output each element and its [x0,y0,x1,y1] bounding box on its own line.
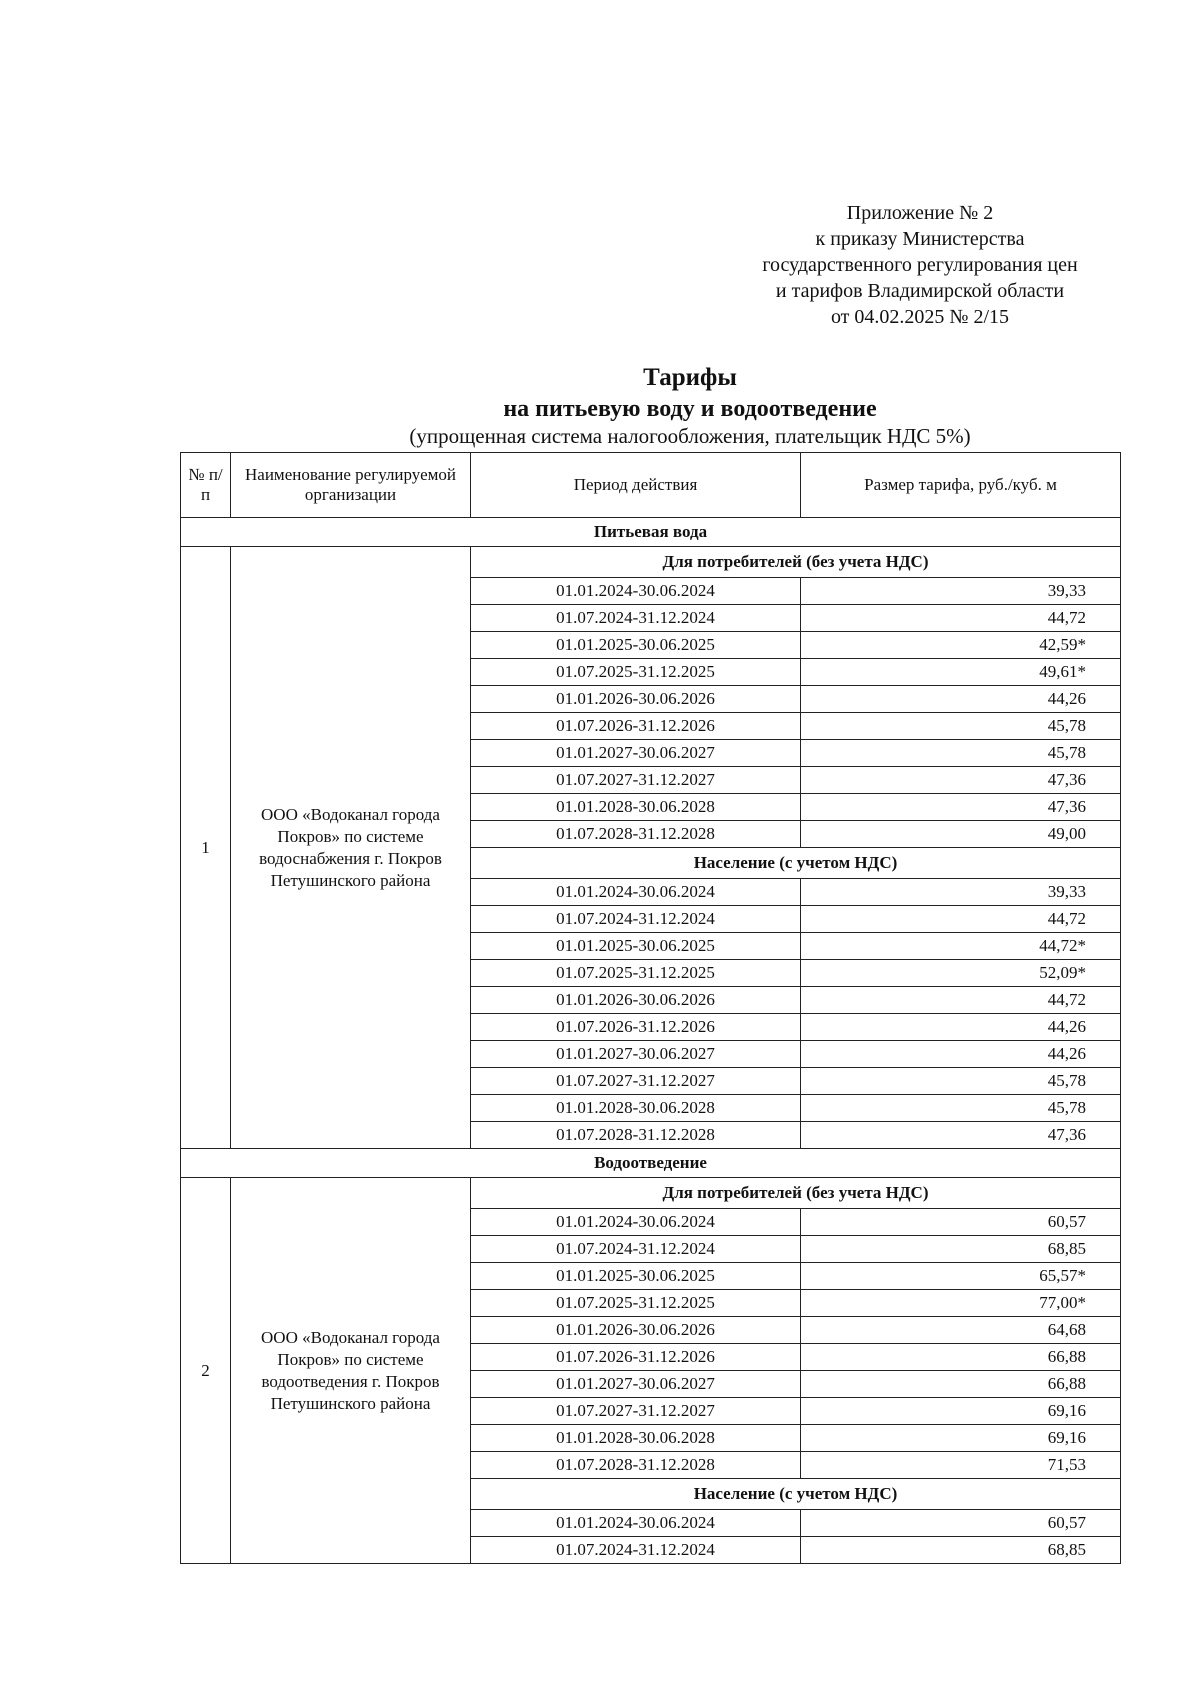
tariff-value-cell: 60,57 [801,1510,1121,1537]
tariff-value-cell: 45,78 [801,713,1121,740]
period-cell: 01.01.2027-30.06.2027 [471,1371,801,1398]
period-cell: 01.07.2027-31.12.2027 [471,1068,801,1095]
tariff-value-cell: 44,72 [801,987,1121,1014]
row-number: 1 [181,547,231,1149]
tariff-value-cell: 69,16 [801,1398,1121,1425]
tariff-value-cell: 68,85 [801,1537,1121,1564]
section-title: Водоотведение [181,1149,1121,1178]
tariff-value-cell: 49,00 [801,821,1121,848]
period-cell: 01.07.2024-31.12.2024 [471,1236,801,1263]
tariff-value-cell: 66,88 [801,1344,1121,1371]
tariff-value-cell: 52,09* [801,960,1121,987]
period-cell: 01.01.2024-30.06.2024 [471,1510,801,1537]
tariff-value-cell: 39,33 [801,578,1121,605]
tariff-table [180,452,1121,1564]
tariff-value-cell: 60,57 [801,1209,1121,1236]
tariff-value-cell: 45,78 [801,740,1121,767]
period-cell: 01.01.2026-30.06.2026 [471,686,801,713]
row-number: 2 [181,1178,231,1564]
group-title: Население (с учетом НДС) [471,848,1121,879]
period-cell: 01.07.2026-31.12.2026 [471,713,801,740]
tariff-value-cell: 65,57* [801,1263,1121,1290]
appendix-line: государственного регулирования цен [762,254,1078,276]
group-title: Для потребителей (без учета НДС) [471,1178,1121,1209]
header-num: № п/п [181,453,231,518]
tariff-value-cell: 39,33 [801,879,1121,906]
header-org: Наименование регулируемой организации [231,453,471,518]
period-cell: 01.07.2028-31.12.2028 [471,1122,801,1149]
period-cell: 01.01.2028-30.06.2028 [471,794,801,821]
tariff-value-cell: 44,72* [801,933,1121,960]
tariff-value-cell: 42,59* [801,632,1121,659]
tariff-value-cell: 47,36 [801,794,1121,821]
period-cell: 01.01.2024-30.06.2024 [471,879,801,906]
tariff-value-cell: 47,36 [801,767,1121,794]
tariff-value-cell: 68,85 [801,1236,1121,1263]
tariff-value-cell: 44,26 [801,1014,1121,1041]
tariff-value-cell: 64,68 [801,1317,1121,1344]
organization-name: ООО «Водоканал города Покров» по системе водоснабжения г. Покров Петушинского района [231,547,471,1149]
appendix-line: и тарифов Владимирской области [775,280,1065,302]
tariff-value-cell: 44,26 [801,686,1121,713]
period-cell: 01.01.2026-30.06.2026 [471,1317,801,1344]
organization-name: ООО «Водоканал города Покров» по системе водоотведения г. Покров Петушинского района [231,1178,471,1564]
tariff-value-cell: 47,36 [801,1122,1121,1149]
period-cell: 01.07.2024-31.12.2024 [471,1537,801,1564]
period-cell: 01.07.2024-31.12.2024 [471,906,801,933]
period-cell: 01.07.2026-31.12.2026 [471,1014,801,1041]
period-cell: 01.01.2028-30.06.2028 [471,1095,801,1122]
tariff-value-cell: 44,72 [801,605,1121,632]
appendix-line: к приказу Министерства [815,228,1025,250]
period-cell: 01.07.2025-31.12.2025 [471,1290,801,1317]
period-cell: 01.07.2025-31.12.2025 [471,659,801,686]
period-cell: 01.07.2026-31.12.2026 [471,1344,801,1371]
period-cell: 01.01.2027-30.06.2027 [471,1041,801,1068]
group-title: Население (с учетом НДС) [471,1479,1121,1510]
tariff-value-cell: 45,78 [801,1095,1121,1122]
period-cell: 01.07.2027-31.12.2027 [471,767,801,794]
period-cell: 01.01.2024-30.06.2024 [471,578,801,605]
group-title: Для потребителей (без учета НДС) [471,547,1121,578]
period-cell: 01.07.2028-31.12.2028 [471,1452,801,1479]
period-cell: 01.07.2027-31.12.2027 [471,1398,801,1425]
tariff-value-cell: 49,61* [801,659,1121,686]
period-cell: 01.01.2025-30.06.2025 [471,933,801,960]
table-body [181,518,1121,1564]
period-cell: 01.07.2028-31.12.2028 [471,821,801,848]
document-title: Тарифы [643,364,737,391]
tariff-value-cell: 66,88 [801,1371,1121,1398]
tariff-value-cell: 44,72 [801,906,1121,933]
header-period: Период действия [471,453,801,518]
header-tariff: Размер тарифа, руб./куб. м [801,453,1121,518]
period-cell: 01.07.2024-31.12.2024 [471,605,801,632]
tariff-value-cell: 71,53 [801,1452,1121,1479]
appendix-line: от 04.02.2025 № 2/15 [830,306,1010,328]
period-cell: 01.01.2025-30.06.2025 [471,632,801,659]
section-title: Питьевая вода [181,518,1121,547]
period-cell: 01.01.2028-30.06.2028 [471,1425,801,1452]
period-cell: 01.01.2024-30.06.2024 [471,1209,801,1236]
document-subtitle: на питьевую воду и водоотведение [503,396,877,422]
tariff-value-cell: 45,78 [801,1068,1121,1095]
period-cell: 01.01.2025-30.06.2025 [471,1263,801,1290]
tariff-value-cell: 77,00* [801,1290,1121,1317]
period-cell: 01.01.2027-30.06.2027 [471,740,801,767]
period-cell: 01.07.2025-31.12.2025 [471,960,801,987]
tariff-value-cell: 69,16 [801,1425,1121,1452]
appendix-line: Приложение № 2 [846,202,994,224]
document-note: (упрощенная система налогообложения, плательщик НДС 5%) [409,424,971,448]
tariff-value-cell: 44,26 [801,1041,1121,1068]
appendix-block [720,200,1120,330]
period-cell: 01.01.2026-30.06.2026 [471,987,801,1014]
